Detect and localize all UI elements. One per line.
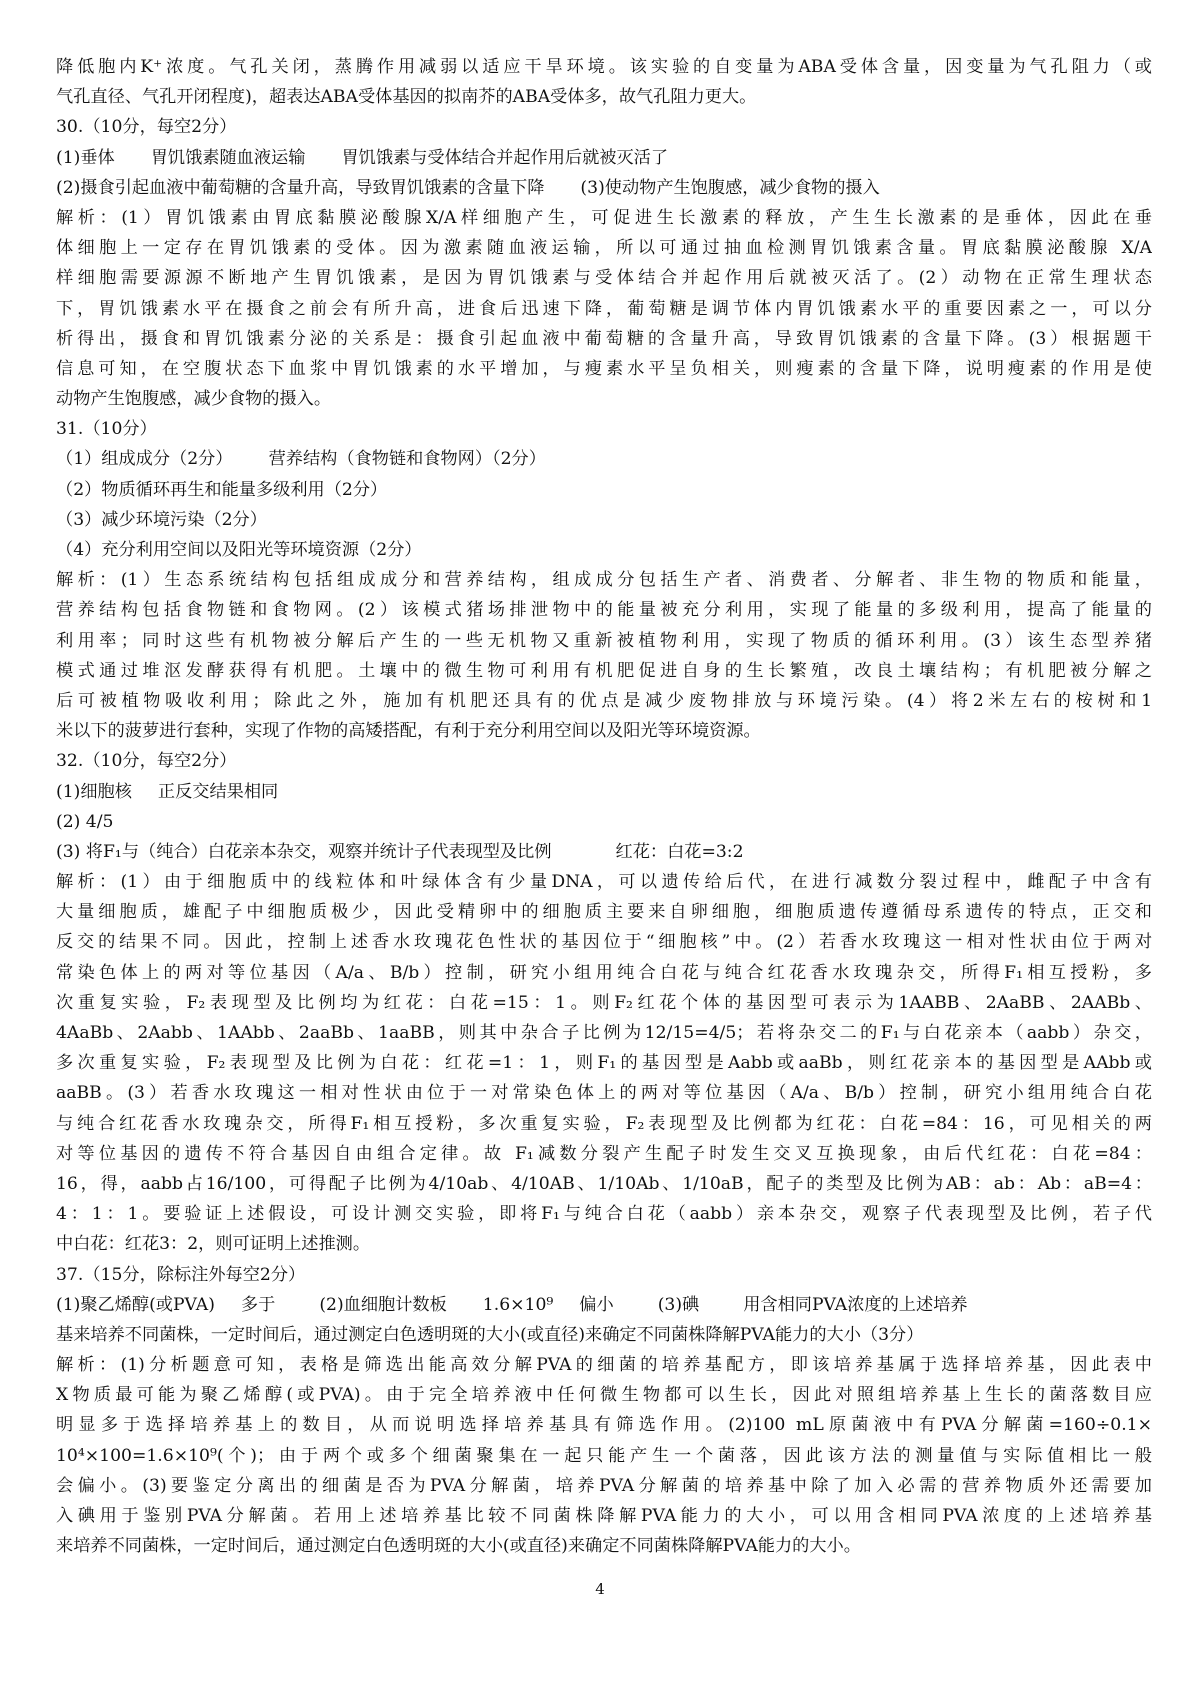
text-line: 大量细胞质，雄配子中细胞质极少，因此受精卵中的细胞质主要来自卵细胞，细胞质遗传遵循母系遗传的特点，正交和 — [56, 902, 1152, 923]
text-line: 米以下的菠萝进行套种，实现了作物的高矮搭配，有利于充分利用空间以及阳光等环境资源。 — [56, 721, 761, 742]
text-line: 会偏小。(3)要鉴定分离出的细菌是否为PVA分解菌，培养PVA分解菌的培养基中除了加入必需的营养物质外还需要加 — [56, 1475, 1152, 1496]
text-line: 动物产生饱腹感，减少食物的摄入。 — [56, 389, 332, 410]
answer-item: 胃饥饿素与受体结合并起作用后就被灭活了 — [341, 147, 669, 168]
text-line: 常染色体上的两对等位基因（A/a、B/b）控制，研究小组用纯合白花与纯合红花香水玫瑰杂交，所得F₁相互授粉，多 — [56, 962, 1152, 983]
answer-line — [56, 143, 1152, 173]
text-line: 信息可知，在空腹状态下血浆中胃饥饿素的水平增加，与瘦素水平呈负相关，则瘦素的含量下降，说明瘦素的作用是使 — [56, 358, 1152, 379]
question-heading: 30.（10分，每空2分） — [56, 117, 237, 138]
answer-item: 红花：白花=3:2 — [615, 841, 744, 862]
text-line: 16，得，aabb占16/100，可得配子比例为4/10ab、4/10AB、1/10Ab、1/10aB，配子的类型及比例为AB：ab：Ab：aB=4： — [56, 1173, 1152, 1194]
text-line: 4：1：1。要验证上述假设，可设计测交实验，即将F₁与纯合白花（aabb）亲本杂交，观察子代表现型及比例，若子代 — [56, 1204, 1152, 1225]
answer-item: (3) 将F₁与（纯合）白花亲本杂交，观察并统计子代表现型及比例 — [56, 841, 552, 862]
answer-item: 用含相同PVA浓度的上述培养 — [743, 1294, 968, 1315]
answer-item: (1)细胞核 — [56, 781, 132, 802]
text-line: 解析：(1）由于细胞质中的线粒体和叶绿体含有少量DNA，可以遗传给后代，在进行减数分裂过程中，雌配子中含有 — [56, 872, 1152, 893]
answer-line: (2) 4/5 — [56, 811, 114, 832]
text-line: 多次重复实验，F₂表现型及比例为白花：红花=1：1，则F₁的基因型是Aabb或aaBb，则红花亲本的基因型是AAbb或 — [56, 1053, 1152, 1074]
answer-item: 胃饥饿素随血液运输 — [150, 147, 306, 168]
answer-line — [56, 837, 1152, 867]
text-line: 气孔直径、气孔开闭程度)，超表达ABA受体基因的拟南芥的ABA受体多，故气孔阻力更大。 — [56, 87, 757, 108]
text-line: 中白花：红花3：2，则可证明上述推测。 — [56, 1234, 371, 1255]
answer-line: （4）充分利用空间以及阳光等环境资源（2分） — [56, 540, 422, 560]
text-line: 对等位基因的遗传不符合基因自由组合定律。故 F₁减数分裂产生配子时发生交叉互换现象，由后代红花：白花=84： — [56, 1143, 1152, 1164]
text-line: 4AaBb、2Aabb、1AAbb、2aaBb、1aaBB，则其中杂合子比例为12/15=4/5；若将杂交二的F₁与白花亲本（aabb）杂交， — [56, 1023, 1152, 1043]
text-line: 解析：(1）胃饥饿素由胃底黏膜泌酸腺X/A样细胞产生，可促进生长激素的释放，产生生长激素的是垂体，因此在垂 — [56, 207, 1152, 228]
text-line: 解析：(1)分析题意可知，表格是筛选出能高效分解PVA的细菌的培养基配方，即该培养基属于选择培养基，因此表中 — [56, 1355, 1152, 1376]
text-line: 10⁴×100=1.6×10⁹(个)；由于两个或多个细菌聚集在一起只能产生一个菌落，因此该方法的测量值与实际值相比一般 — [56, 1445, 1152, 1466]
question-heading: 31.（10分） — [56, 419, 157, 440]
answer-item: (3)使动物产生饱腹感，减少食物的摄入 — [580, 177, 880, 198]
answer-line: （2）物质循环再生和能量多级利用（2分） — [56, 479, 388, 500]
answer-line — [56, 777, 1152, 807]
answer-item: 多于 — [240, 1294, 276, 1315]
question-heading: 32.（10分，每空2分） — [56, 751, 237, 772]
answer-item: (2)摄食引起血液中葡萄糖的含量升高，导致胃饥饿素的含量下降 — [56, 177, 545, 198]
text-line: 入碘用于鉴别PVA分解菌。若用上述培养基比较不同菌株降解PVA能力的大小，可以用含相同PVA浓度的上述培养基 — [56, 1506, 1152, 1526]
text-line: 模式通过堆沤发酵获得有机肥。土壤中的微生物可利用有机肥促进自身的生长繁殖，改良土壤结构；有机肥被分解之 — [56, 660, 1152, 681]
text-line: 来培养不同菌株，一定时间后，通过测定白色透明斑的大小(或直径)来确定不同菌株降解PVA能力的大小。 — [56, 1536, 861, 1557]
question-heading: 37.（15分，除标注外每空2分） — [56, 1264, 306, 1285]
text-line: 营养结构包括食物链和食物网。(2）该模式猪场排泄物中的能量被充分利用，实现了能量的多级利用，提高了能量的 — [56, 600, 1152, 621]
text-line: 体细胞上一定存在胃饥饿素的受体。因为激素随血液运输，所以可通过抽血检测胃饥饿素含量。胃底黏膜泌酸腺 X/A — [56, 238, 1152, 259]
text-line: 利用率；同时这些有机物被分解后产生的一些无机物又重新被植物利用，实现了物质的循环利用。(3）该生态型养猪 — [56, 630, 1152, 651]
answer-item: 偏小 — [579, 1294, 614, 1315]
answer-item: (1)垂体 — [56, 147, 115, 168]
document-body — [56, 52, 1152, 1561]
answer-item: (3)碘 — [657, 1294, 700, 1315]
text-line: 下，胃饥饿素水平在摄食之前会有所升高，进食后迅速下降，葡萄糖是调节体内胃饥饿素水平的重要因素之一，可以分 — [56, 298, 1152, 319]
answer-item: 1.6×10⁹ — [482, 1294, 554, 1315]
text-line: aaBB。(3）若香水玫瑰这一相对性状由位于一对常染色体上的两对等位基因（A/a、B/b）控制，研究小组用纯合白花 — [56, 1083, 1152, 1104]
answer-line: （3）减少环境污染（2分） — [56, 509, 267, 530]
answer-item: （1）组成成分（2分） — [56, 449, 233, 470]
text-line: 次重复实验，F₂表现型及比例均为红花：白花=15：1。则F₂红花个体的基因型可表示为1AABB、2AaBB、2AABb、 — [56, 992, 1152, 1013]
text-line: 样细胞需要源源不断地产生胃饥饿素，是因为胃饥饿素与受体结合并起作用后就被灭活了。(2）动物在正常生理状态 — [56, 268, 1152, 289]
answer-line — [56, 173, 1152, 203]
answer-line — [56, 1290, 1152, 1320]
text-line: 后可被植物吸收利用；除此之外，施加有机肥还具有的优点是减少废物排放与环境污染。(4）将2米左右的桉树和1 — [56, 690, 1152, 711]
answer-item: (2)血细胞计数板 — [319, 1294, 447, 1315]
text-line: 反交的结果不同。因此，控制上述香水玫瑰花色性状的基因位于“细胞核”中。(2）若香水玫瑰这一相对性状由位于两对 — [56, 932, 1152, 953]
text-line: 解析：(1）生态系统结构包括组成成分和营养结构，组成成分包括生产者、消费者、分解者、非生物的物质和能量， — [56, 570, 1152, 591]
text-line: 明显多于选择培养基上的数目，从而说明选择培养基具有筛选作用。(2)100 mL原菌液中有PVA分解菌=160÷0.1× — [56, 1415, 1152, 1436]
answer-item: 营养结构（食物链和食物网）（2分） — [268, 449, 546, 470]
answer-item: 正反交结果相同 — [157, 781, 279, 802]
text-line: 析得出，摄食和胃饥饿素分泌的关系是：摄食引起血液中葡萄糖的含量升高，导致胃饥饿素的含量下降。(3）根据题干 — [56, 328, 1152, 349]
answer-line — [56, 444, 1152, 474]
page-number: 4 — [595, 1580, 605, 1598]
text-line: X物质最可能为聚乙烯醇(或PVA)。由于完全培养液中任何微生物都可以生长，因此对照组培养基上生长的菌落数目应 — [56, 1385, 1152, 1406]
text-line: 降低胞内K⁺浓度。气孔关闭，蒸腾作用减弱以适应干旱环境。该实验的自变量为ABA受体含量，因变量为气孔阻力（或 — [56, 57, 1152, 77]
text-line: 与纯合红花香水玫瑰杂交，所得F₁相互授粉，多次重复实验，F₂表现型及比例都为红花：白花=84：16，可见相关的两 — [56, 1113, 1152, 1134]
answer-item: (1)聚乙烯醇(或PVA) — [56, 1294, 215, 1315]
answer-line: 基来培养不同菌株，一定时间后，通过测定白色透明斑的大小(或直径)来确定不同菌株降解PVA能力的大小（3分） — [56, 1324, 924, 1345]
